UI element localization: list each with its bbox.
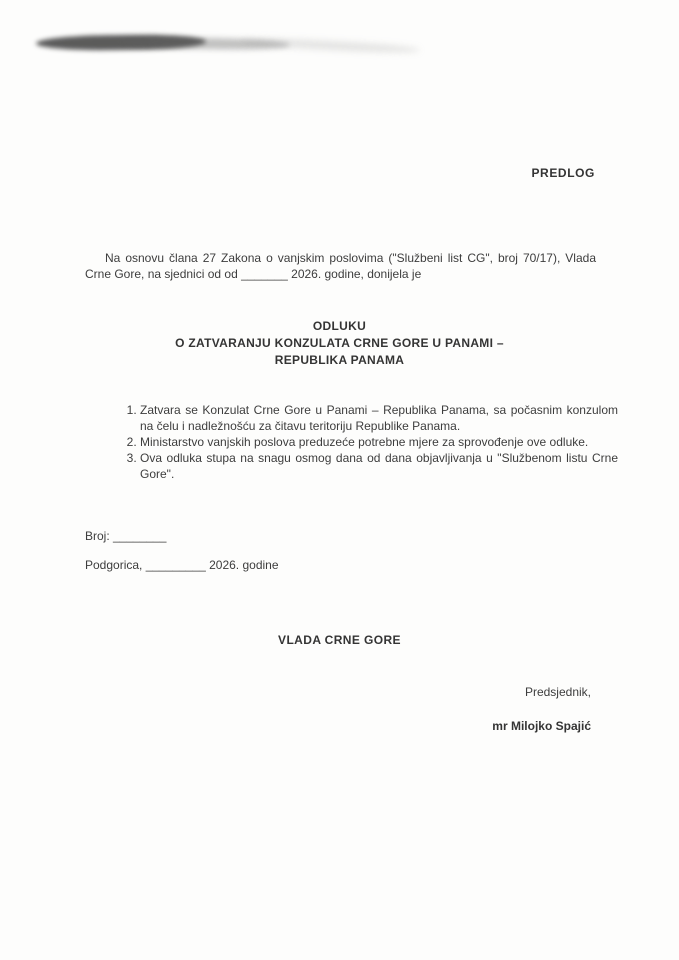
decision-item-1: 1. Zatvara se Konzulat Crne Gore u Panami – Republika Panama, sa počasnim konzulom na čelu i nadležnošću za čitavu teritoriju Republike Panama. (140, 402, 618, 434)
decision-title (0, 318, 679, 369)
signature-name: mr Milojko Spajić (492, 719, 591, 733)
decision-title-line-1: ODLUKU (312, 319, 367, 333)
document-number-line: Broj: ________ (85, 529, 167, 543)
decision-item-2: 2. Ministarstvo vanjskih poslova preduzeće potrebne mjere za sprovođenje ove odluke. (140, 434, 618, 450)
government-name: VLADA CRNE GORE (278, 633, 401, 647)
scan-artifact-streak (240, 36, 420, 54)
decision-title-line-2: O ZATVARANJU KONZULATA CRNE GORE U PANAMI – (175, 336, 504, 350)
decision-item-3: 3. Ova odluka stupa na snagu osmog dana od dana objavljivanja u "Službenom listu Crne Gore". (140, 450, 618, 482)
place-date-line: Podgorica, _________ 2026. godine (85, 558, 279, 572)
decision-title-line-3: REPUBLIKA PANAMA (274, 353, 405, 367)
signature-role: Predsjednik, (524, 685, 591, 699)
document-label-predlog: PREDLOG (531, 166, 595, 180)
decision-items-list (118, 402, 618, 482)
scan-artifact-smudge (36, 34, 206, 51)
scan-artifact-smudge-mid (120, 37, 290, 51)
intro-paragraph: Na osnovu člana 27 Zakona o vanjskim poslovima ("Službeni list CG", broj 70/17), Vlada Crne Gore, na sjednici od od _______ 2026. godine, donijela je (85, 251, 596, 281)
